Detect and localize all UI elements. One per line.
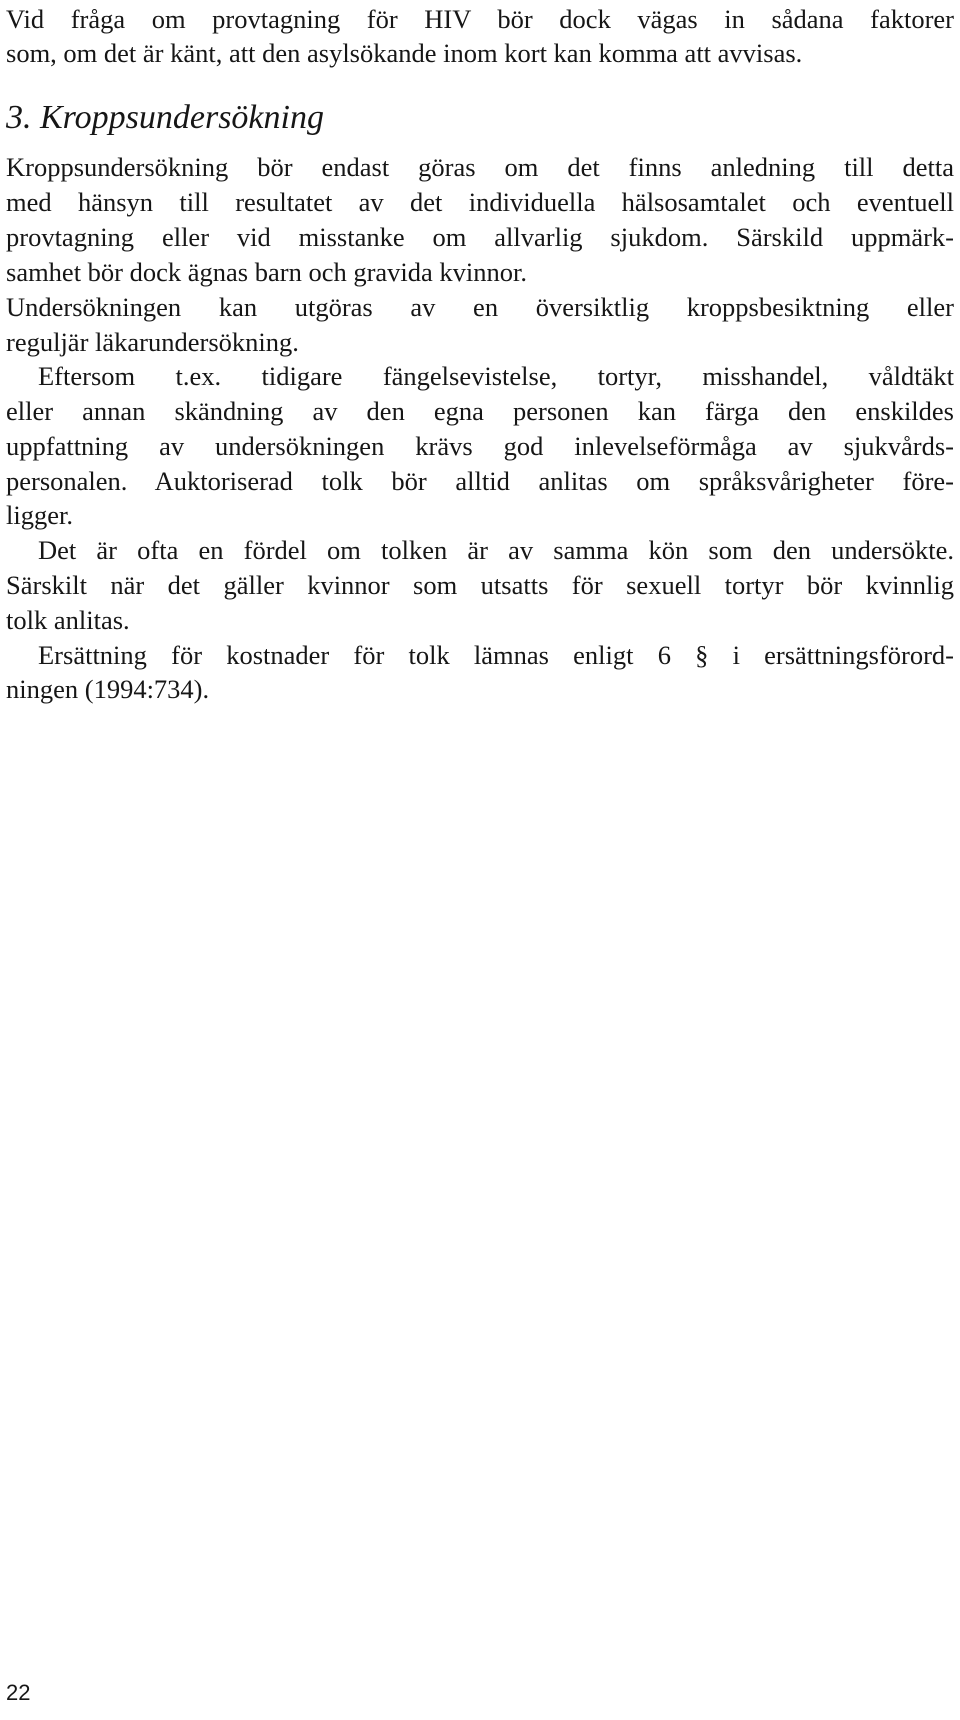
paragraph-line: Kroppsundersökning bör endast göras om det finns anledning till detta <box>6 152 954 182</box>
paragraph-line: ligger. <box>6 500 73 530</box>
paragraph-line: Vid fråga om provtagning för HIV bör dock vägas in sådana faktorer <box>6 4 954 34</box>
paragraph-line: Särskilt när det gäller kvinnor som utsatts för sexuell tortyr bör kvinnlig <box>6 570 954 600</box>
paragraph-line: Ersättning för kostnader för tolk lämnas enligt 6 § i ersättningsförord- <box>38 640 954 670</box>
paragraph-line: som, om det är känt, att den asylsökande inom kort kan komma att avvisas. <box>6 38 803 68</box>
paragraph-line: ningen (1994:734). <box>6 674 210 704</box>
paragraph-line: Undersökningen kan utgöras av en översiktlig kroppsbesiktning eller <box>6 292 954 322</box>
paragraph-line: tolk anlitas. <box>6 605 130 635</box>
paragraph-line: Det är ofta en fördel om tolken är av samma kön som den undersökte. <box>38 535 954 565</box>
paragraph-line: med hänsyn till resultatet av det individuella hälsosamtalet och eventuell <box>6 187 954 217</box>
paragraph-line: samhet bör dock ägnas barn och gravida kvinnor. <box>6 257 528 287</box>
paragraph-line: uppfattning av undersökningen krävs god inlevelseförmåga av sjukvårds- <box>6 431 954 461</box>
paragraph-line: Eftersom t.ex. tidigare fängelsevistelse, tortyr, misshandel, våldtäkt <box>38 361 954 391</box>
section-heading: 3. Kroppsundersökning <box>6 99 324 136</box>
page-number: 22 <box>6 1680 31 1705</box>
paragraph-line: provtagning eller vid misstanke om allvarlig sjukdom. Särskild uppmärk- <box>6 222 954 252</box>
paragraph-line: eller annan skändning av den egna personen kan färga den enskildes <box>6 396 954 426</box>
paragraph-line: personalen. Auktoriserad tolk bör alltid anlitas om språksvårigheter före- <box>6 466 954 496</box>
paragraph-line: reguljär läkarundersökning. <box>6 327 299 357</box>
